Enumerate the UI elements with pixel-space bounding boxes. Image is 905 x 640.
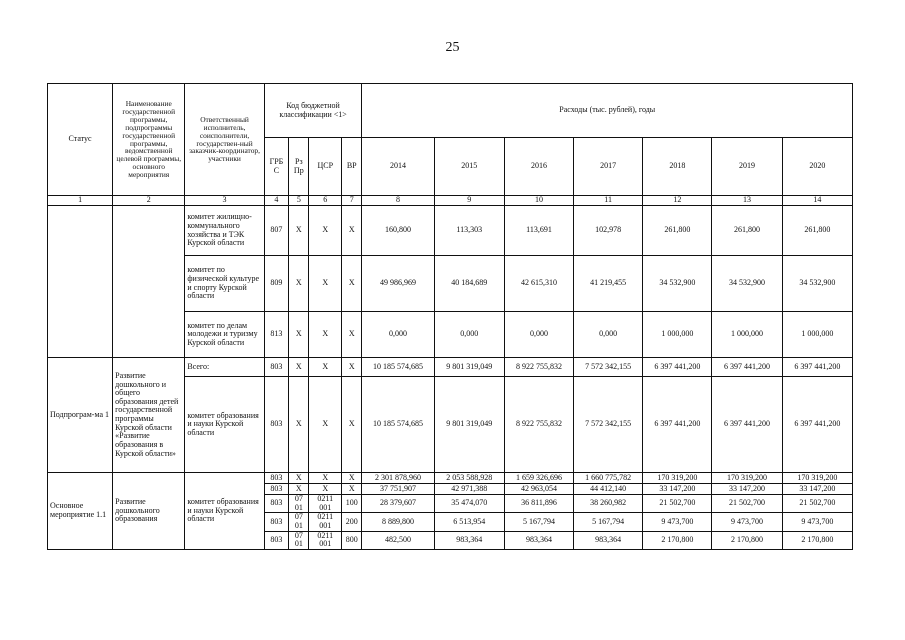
vr-cell: Х [342, 358, 362, 377]
value-cell: 2 301 878,960 [362, 473, 434, 484]
csr-cell: Х [309, 206, 342, 256]
table-row [48, 473, 853, 484]
vr-cell: 100 [342, 495, 362, 513]
header-year: 2014 [362, 138, 434, 196]
vr-cell: 800 [342, 531, 362, 549]
value-cell: 42 615,310 [504, 256, 573, 312]
column-number: 3 [185, 196, 264, 206]
value-cell: 1 000,000 [712, 312, 782, 358]
grbs-cell: 803 [264, 358, 288, 377]
value-cell: 8 922 755,832 [504, 377, 573, 473]
value-cell: 49 986,969 [362, 256, 434, 312]
value-cell: 6 397 441,200 [712, 358, 782, 377]
value-cell: 0,000 [434, 312, 504, 358]
value-cell: 36 811,896 [504, 495, 573, 513]
value-cell: 261,800 [643, 206, 712, 256]
status-cell: Основное мероприятие 1.1 [48, 473, 113, 550]
rzpr-cell: Х [289, 484, 309, 495]
vr-cell: Х [342, 312, 362, 358]
value-cell: 0,000 [574, 312, 643, 358]
header-row [48, 84, 853, 138]
value-cell: 33 147,200 [712, 484, 782, 495]
value-cell: 170 319,200 [643, 473, 712, 484]
status-cell: Подпрограм-ма 1 [48, 358, 113, 473]
value-cell: 10 185 574,685 [362, 377, 434, 473]
csr-cell: Х [309, 377, 342, 473]
value-cell: 7 572 342,155 [574, 377, 643, 473]
executor-cell: комитет образования и науки Курской области [185, 473, 264, 550]
rzpr-cell: Х [289, 473, 309, 484]
value-cell: 8 922 755,832 [504, 358, 573, 377]
value-cell: 8 889,800 [362, 513, 434, 531]
rzpr-cell: 07 01 [289, 513, 309, 531]
column-number: 2 [113, 196, 185, 206]
value-cell: 2 170,800 [782, 531, 852, 549]
value-cell: 983,364 [504, 531, 573, 549]
csr-cell: 0211 001 [309, 513, 342, 531]
grbs-cell: 803 [264, 531, 288, 549]
header-expenses: Расходы (тыс. рублей), годы [362, 84, 853, 138]
value-cell: 9 473,700 [643, 513, 712, 531]
executor-cell: комитет по физической культуре и спорту Курской области [185, 256, 264, 312]
value-cell: 170 319,200 [712, 473, 782, 484]
value-cell: 6 397 441,200 [712, 377, 782, 473]
value-cell: 1 659 326,696 [504, 473, 573, 484]
grbs-cell: 803 [264, 473, 288, 484]
rzpr-cell: Х [289, 206, 309, 256]
header-csr: ЦСР [309, 138, 342, 196]
value-cell: 102,978 [574, 206, 643, 256]
executor-cell: Всего: [185, 358, 264, 377]
value-cell: 34 532,900 [643, 256, 712, 312]
value-cell: 170 319,200 [782, 473, 852, 484]
value-cell: 113,303 [434, 206, 504, 256]
table-row [48, 206, 853, 256]
column-number: 14 [782, 196, 852, 206]
column-number: 5 [289, 196, 309, 206]
value-cell: 1 000,000 [782, 312, 852, 358]
column-number: 12 [643, 196, 712, 206]
value-cell: 2 170,800 [643, 531, 712, 549]
header-executor: Ответственный исполнитель, соисполнители, государствен-ный заказчик-координатор, участники [185, 84, 264, 196]
column-number-row [48, 196, 853, 206]
header-year: 2017 [574, 138, 643, 196]
rzpr-cell: Х [289, 256, 309, 312]
value-cell: 9 801 319,049 [434, 358, 504, 377]
vr-cell: Х [342, 377, 362, 473]
rzpr-cell: 07 01 [289, 531, 309, 549]
value-cell: 9 473,700 [782, 513, 852, 531]
value-cell: 44 412,140 [574, 484, 643, 495]
value-cell: 40 184,689 [434, 256, 504, 312]
value-cell: 983,364 [574, 531, 643, 549]
header-rzpr: Рз Пр [289, 138, 309, 196]
value-cell: 983,364 [434, 531, 504, 549]
value-cell: 482,500 [362, 531, 434, 549]
value-cell: 1 000,000 [643, 312, 712, 358]
csr-cell: 0211 001 [309, 495, 342, 513]
column-number: 11 [574, 196, 643, 206]
value-cell: 1 660 775,782 [574, 473, 643, 484]
value-cell: 6 513,954 [434, 513, 504, 531]
grbs-cell: 813 [264, 312, 288, 358]
value-cell: 6 397 441,200 [782, 358, 852, 377]
column-number: 10 [504, 196, 573, 206]
value-cell: 160,800 [362, 206, 434, 256]
value-cell: 21 502,700 [712, 495, 782, 513]
value-cell: 21 502,700 [782, 495, 852, 513]
value-cell: 5 167,794 [504, 513, 573, 531]
executor-cell: комитет по делам молодежи и туризму Курской области [185, 312, 264, 358]
vr-cell: Х [342, 256, 362, 312]
column-number: 6 [309, 196, 342, 206]
value-cell: 6 397 441,200 [782, 377, 852, 473]
grbs-cell: 809 [264, 256, 288, 312]
value-cell: 33 147,200 [782, 484, 852, 495]
vr-cell: Х [342, 473, 362, 484]
value-cell: 261,800 [712, 206, 782, 256]
csr-cell: Х [309, 473, 342, 484]
value-cell: 34 532,900 [782, 256, 852, 312]
status-cell [48, 206, 113, 358]
executor-cell: комитет жилищно-коммунального хозяйства и ТЭК Курской области [185, 206, 264, 256]
value-cell: 10 185 574,685 [362, 358, 434, 377]
page-number: 25 [445, 40, 460, 55]
value-cell: 9 801 319,049 [434, 377, 504, 473]
csr-cell: 0211 001 [309, 531, 342, 549]
value-cell: 113,691 [504, 206, 573, 256]
value-cell: 37 751,907 [362, 484, 434, 495]
value-cell: 5 167,794 [574, 513, 643, 531]
name-cell: Развитие дошкольного и общего образования детей государственной программы Курской области «Развитие образования в Курской области» [113, 358, 185, 473]
column-number: 9 [434, 196, 504, 206]
header-year: 2016 [504, 138, 573, 196]
value-cell: 41 219,455 [574, 256, 643, 312]
value-cell: 42 963,054 [504, 484, 573, 495]
value-cell: 21 502,700 [643, 495, 712, 513]
table-row [48, 358, 853, 377]
csr-cell: Х [309, 358, 342, 377]
csr-cell: Х [309, 484, 342, 495]
header-grbs: ГРБ С [264, 138, 288, 196]
grbs-cell: 803 [264, 513, 288, 531]
header-vr: ВР [342, 138, 362, 196]
header-year: 2018 [643, 138, 712, 196]
rzpr-cell: 07 01 [289, 495, 309, 513]
value-cell: 2 170,800 [712, 531, 782, 549]
header-budget-code: Код бюджетной классификации <1> [264, 84, 362, 138]
value-cell: 28 379,607 [362, 495, 434, 513]
value-cell: 6 397 441,200 [643, 358, 712, 377]
csr-cell: Х [309, 256, 342, 312]
column-number: 8 [362, 196, 434, 206]
budget-table [47, 83, 853, 550]
header-year: 2015 [434, 138, 504, 196]
header-name: Наименование государственной программы, подпрограммы государственной программы, ведомственной целевой программы, основного мероприятия [113, 84, 185, 196]
grbs-cell: 807 [264, 206, 288, 256]
executor-cell: комитет образования и науки Курской области [185, 377, 264, 473]
column-number: 1 [48, 196, 113, 206]
rzpr-cell: Х [289, 358, 309, 377]
value-cell: 0,000 [504, 312, 573, 358]
value-cell: 38 260,982 [574, 495, 643, 513]
value-cell: 42 971,388 [434, 484, 504, 495]
rzpr-cell: Х [289, 377, 309, 473]
column-number: 7 [342, 196, 362, 206]
value-cell: 33 147,200 [643, 484, 712, 495]
value-cell: 2 053 588,928 [434, 473, 504, 484]
vr-cell: 200 [342, 513, 362, 531]
value-cell: 261,800 [782, 206, 852, 256]
value-cell: 34 532,900 [712, 256, 782, 312]
column-number: 13 [712, 196, 782, 206]
header-year: 2020 [782, 138, 852, 196]
value-cell: 6 397 441,200 [643, 377, 712, 473]
rzpr-cell: Х [289, 312, 309, 358]
column-number: 4 [264, 196, 288, 206]
value-cell: 35 474,070 [434, 495, 504, 513]
header-status: Статус [48, 84, 113, 196]
value-cell: 7 572 342,155 [574, 358, 643, 377]
grbs-cell: 803 [264, 377, 288, 473]
csr-cell: Х [309, 312, 342, 358]
header-year: 2019 [712, 138, 782, 196]
grbs-cell: 803 [264, 495, 288, 513]
name-cell: Развитие дошкольного образования [113, 473, 185, 550]
name-cell [113, 206, 185, 358]
vr-cell: Х [342, 484, 362, 495]
value-cell: 9 473,700 [712, 513, 782, 531]
vr-cell: Х [342, 206, 362, 256]
value-cell: 0,000 [362, 312, 434, 358]
grbs-cell: 803 [264, 484, 288, 495]
